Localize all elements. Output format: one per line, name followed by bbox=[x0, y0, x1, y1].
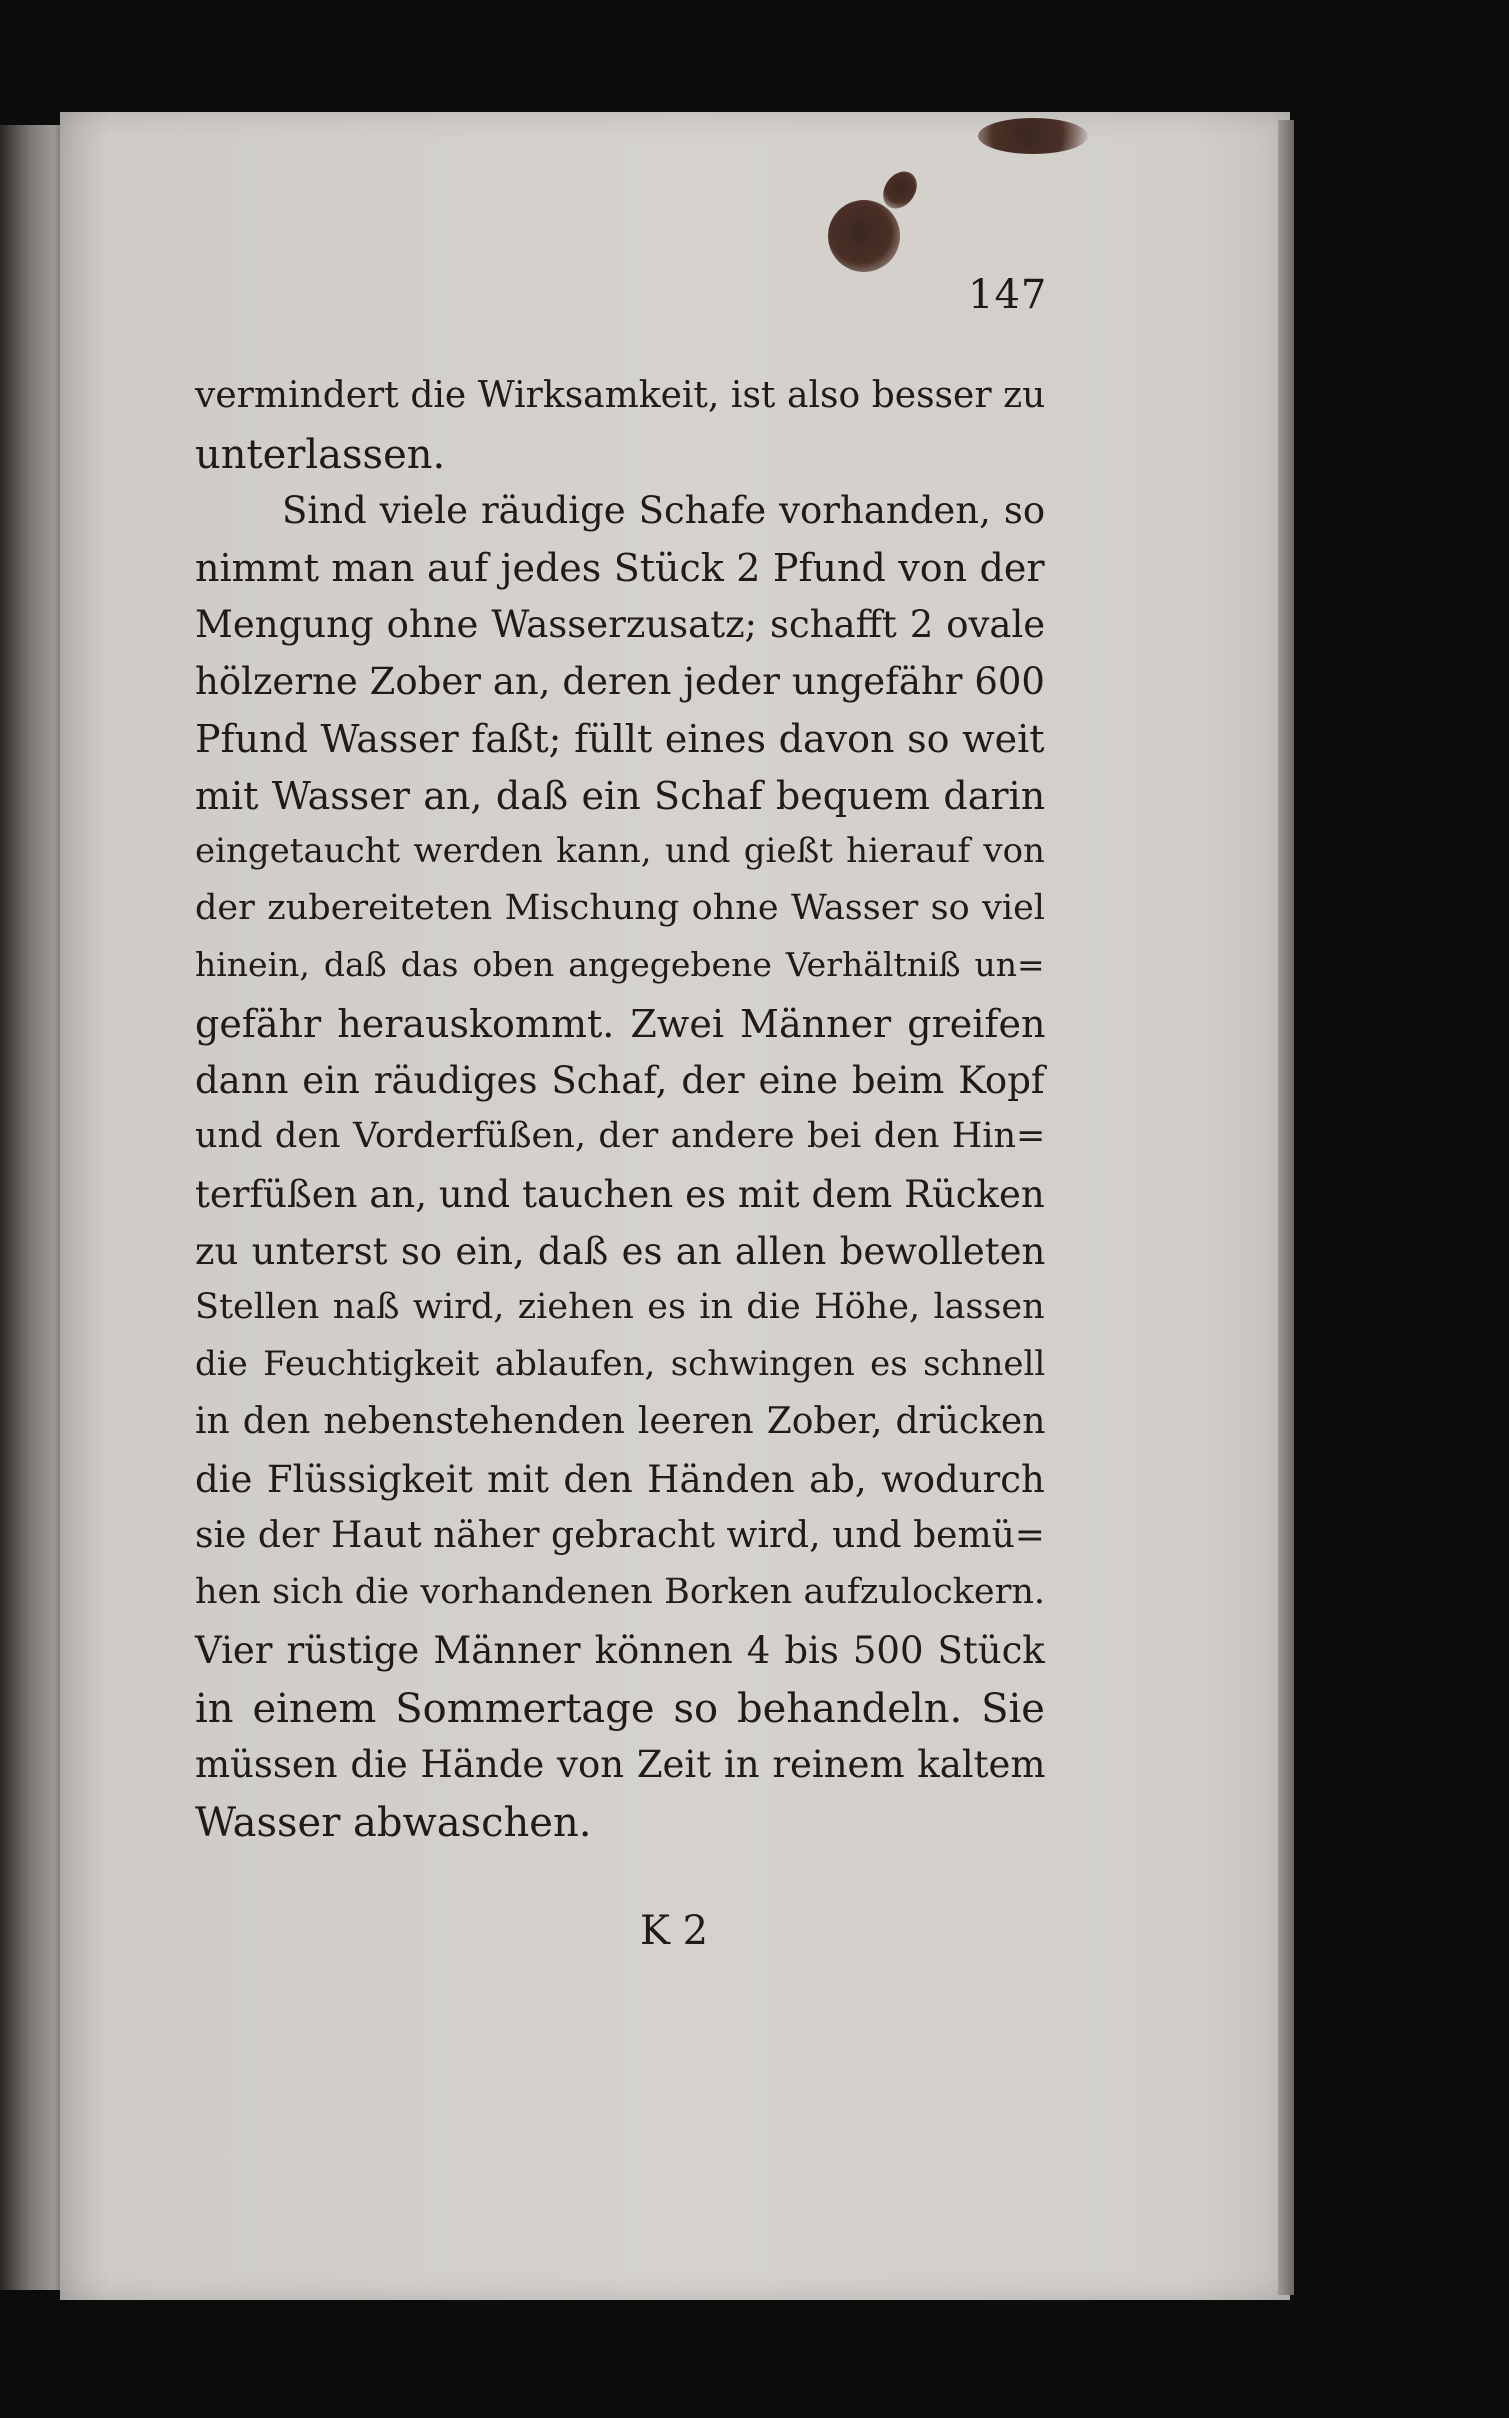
text-line: hinein, daß das oben angegebene Verhältniß un= bbox=[195, 945, 1045, 984]
text-line: sie der Haut näher gebracht wird, und bemü= bbox=[195, 1515, 1045, 1556]
text-line: und den Vorderfüßen, der andere bei den Hin= bbox=[195, 1116, 1046, 1156]
text-line: hölzerne Zober an, deren jeder ungefähr 600 bbox=[195, 660, 1045, 703]
signature-mark: K 2 bbox=[640, 1908, 709, 1954]
text-line: zu unterst so ein, daß es an allen bewolleten bbox=[195, 1230, 1046, 1273]
text-line: in den nebenstehenden leeren Zober, drücken bbox=[195, 1401, 1046, 1442]
text-line: vermindert die Wirksamkeit, ist also besser zu bbox=[195, 375, 1046, 416]
page-edge bbox=[1278, 120, 1294, 2295]
text-line: nimmt man auf jedes Stück 2 Pfund von der bbox=[195, 546, 1045, 590]
text-line: Wasser abwaschen. bbox=[195, 1800, 592, 1846]
text-line: Sind viele räudige Schafe vorhanden, so bbox=[282, 489, 1046, 532]
text-line: Mengung ohne Wasserzusatz; schafft 2 ovale bbox=[195, 603, 1046, 646]
text-line: unterlassen. bbox=[195, 432, 446, 478]
text-line: Vier rüstige Männer können 4 bis 500 Stück bbox=[195, 1629, 1045, 1672]
text-line: Pfund Wasser faßt; füllt eines davon so weit bbox=[195, 717, 1045, 761]
text-line: die Flüssigkeit mit den Händen ab, wodurch bbox=[195, 1458, 1045, 1501]
text-line: gefähr herauskommt. Zwei Männer greifen bbox=[195, 1002, 1046, 1046]
text-line: hen sich die vorhandenen Borken aufzulockern. bbox=[195, 1572, 1045, 1612]
text-line: müssen die Hände von Zeit in reinem kaltem bbox=[195, 1743, 1046, 1786]
text-line: dann ein räudiges Schaf, der eine beim Kopf bbox=[195, 1059, 1045, 1102]
text-line: mit Wasser an, daß ein Schaf bequem darin bbox=[195, 774, 1046, 818]
text-line: die Feuchtigkeit ablaufen, schwingen es schnell bbox=[195, 1344, 1046, 1384]
text-line: der zubereiteten Mischung ohne Wasser so viel bbox=[195, 888, 1045, 928]
text-line: in einem Sommertage so behandeln. Sie bbox=[195, 1686, 1045, 1732]
text-line: eingetaucht werden kann, und gießt hierauf von bbox=[195, 831, 1045, 871]
text-line: Stellen naß wird, ziehen es in die Höhe, lassen bbox=[195, 1287, 1045, 1327]
ink-stain bbox=[828, 200, 900, 272]
facing-page-edge bbox=[0, 125, 68, 2290]
page-number: 147 bbox=[968, 272, 1048, 318]
text-line: terfüßen an, und tauchen es mit dem Rücken bbox=[195, 1173, 1045, 1216]
ink-stain bbox=[978, 118, 1088, 154]
